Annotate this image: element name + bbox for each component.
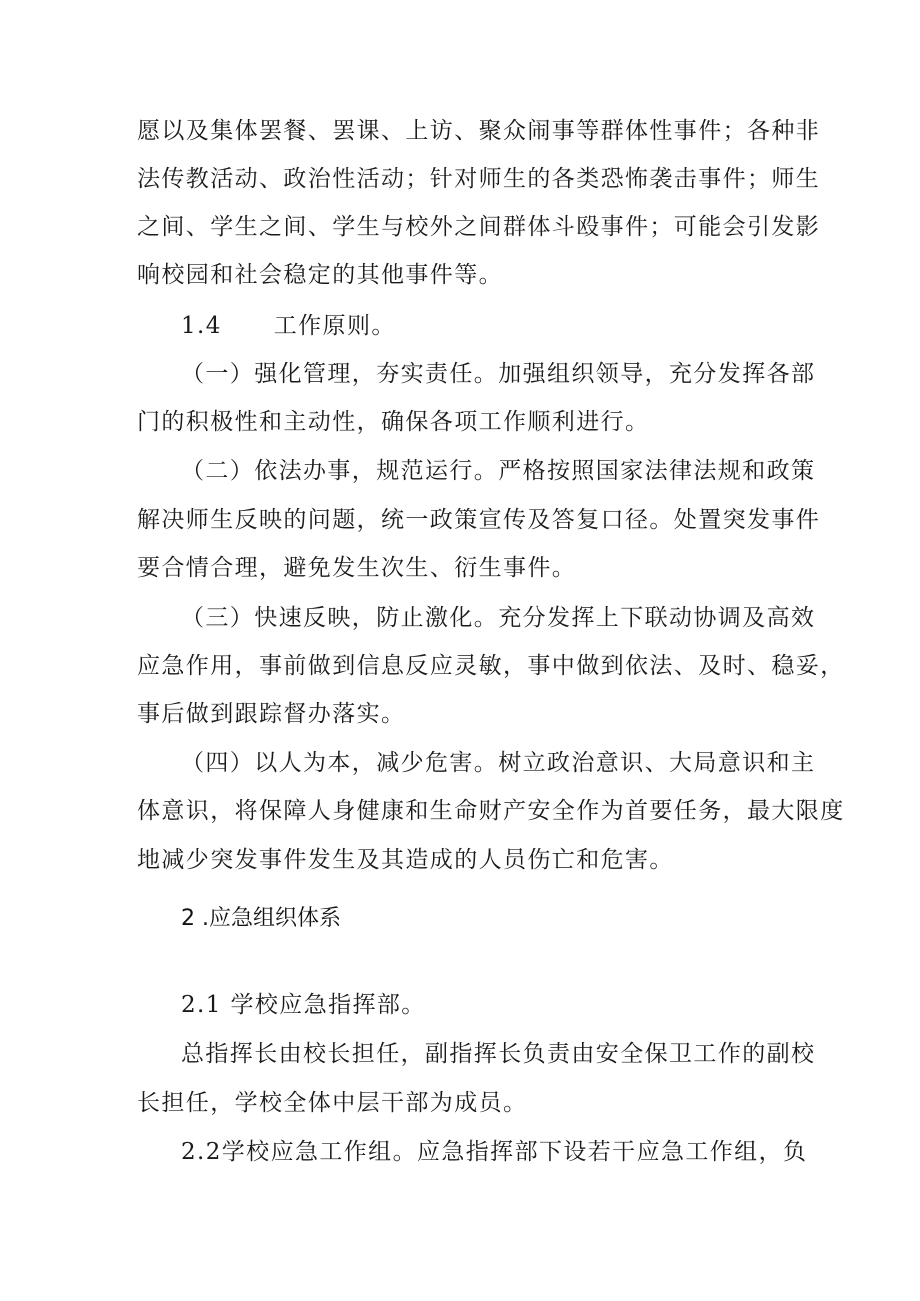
paragraph-line: 体意识，将保障人身健康和生命财产安全作为首要任务，最大限度 xyxy=(137,798,845,824)
section-2-1-heading: 2.1 学校应急指挥部。 xyxy=(181,992,426,1018)
section-2-heading: 2 .应急组织体系 xyxy=(181,906,341,931)
paragraph-line: 地减少突发事件发生及其造成的人员伤亡和危害。 xyxy=(137,847,674,873)
paragraph-line: 响校园和社会稳定的其他事件等。 xyxy=(137,262,503,288)
paragraph-line: 事后做到跟踪督办落实。 xyxy=(137,701,406,727)
paragraph-line: 长担任，学校全体中层干部为成员。 xyxy=(137,1090,528,1116)
section-2-2-paragraph: 2.2学校应急工作组。应急指挥部下设若干应急工作组，负 xyxy=(181,1139,808,1165)
paragraph-line: 要合情合理，避免发生次生、衍生事件。 xyxy=(137,555,577,581)
paragraph-line: 应急作用，事前做到信息反应灵敏，事中做到依法、及时、稳妥， xyxy=(137,653,845,679)
paragraph-line: （四）以人为本，减少危害。树立政治意识、大局意识和主 xyxy=(181,750,816,776)
paragraph-line: （二）依法办事，规范运行。严格按照国家法律法规和政策 xyxy=(181,458,816,484)
section-number: 1.4 xyxy=(181,313,222,339)
paragraph-line: （三）快速反映，防止激化。充分发挥上下联动协调及高效 xyxy=(181,605,816,631)
paragraph-line: 总指挥长由校长担任，副指挥长负责由安全保卫工作的副校 xyxy=(181,1041,816,1067)
section-1-4-heading xyxy=(181,311,396,341)
paragraph-line: 解决师生反映的问题，统一政策宣传及答复口径。处置突发事件 xyxy=(137,507,821,533)
paragraph-line: 之间、学生之间、学生与校外之间群体斗殴事件；可能会引发影 xyxy=(137,214,821,240)
paragraph-line: 法传教活动、政治性活动；针对师生的各类恐怖袭击事件；师生 xyxy=(137,166,821,192)
paragraph-line: 门的积极性和主动性，确保各项工作顺利进行。 xyxy=(137,409,650,435)
section-title: 工作原则。 xyxy=(273,313,396,339)
paragraph-line: 愿以及集体罢餐、罢课、上访、聚众闹事等群体性事件；各种非 xyxy=(137,118,821,144)
paragraph-line: （一）强化管理，夯实责任。加强组织领导，充分发挥各部 xyxy=(181,361,816,387)
